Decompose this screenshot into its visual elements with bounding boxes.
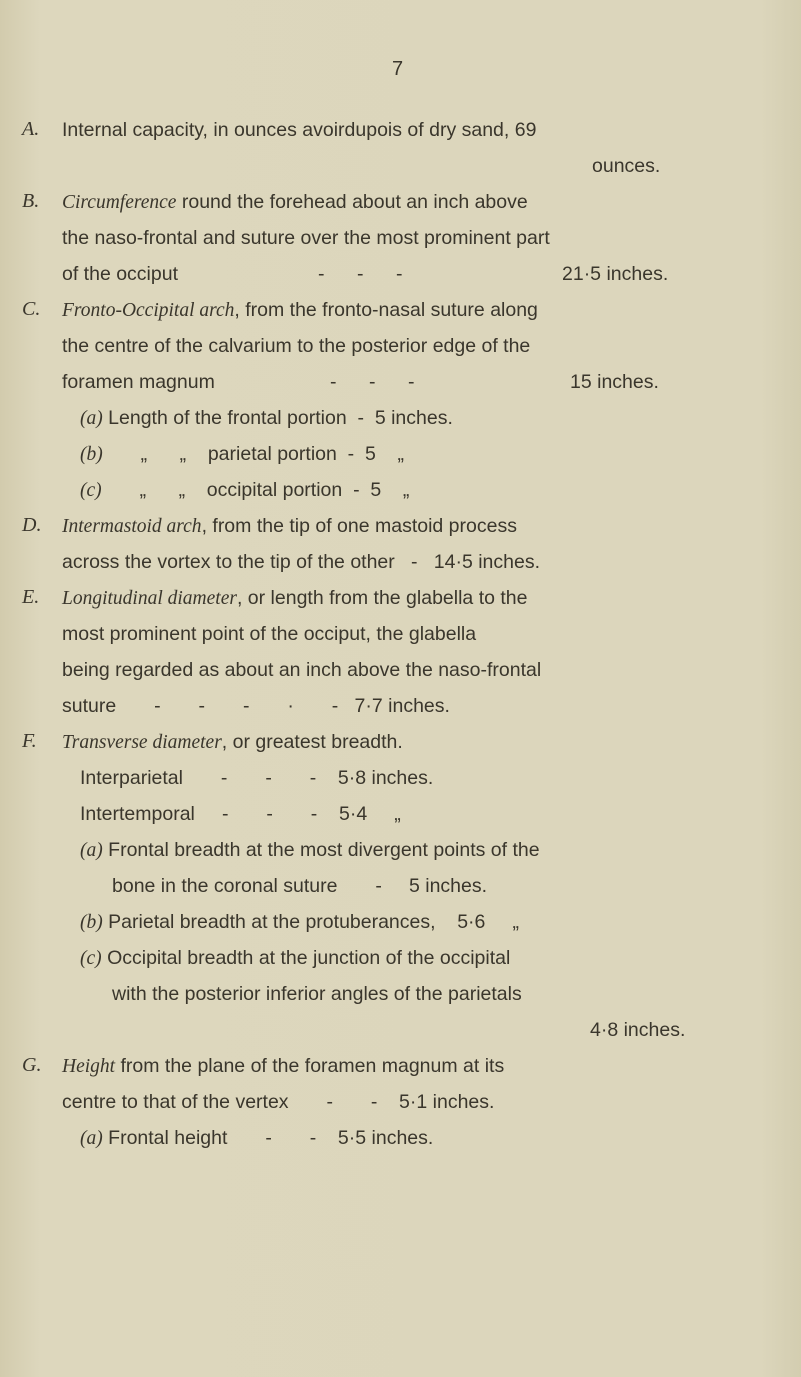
- entry-f-sub-a2: bone in the coronal suture - 5 inches.: [112, 875, 488, 897]
- page-number: 7: [392, 58, 404, 80]
- entry-c-term: Fronto-Occipital arch: [62, 300, 235, 321]
- entry-g-line2: centre to that of the vertex - - 5·1 inches.: [62, 1091, 495, 1113]
- entry-c-sub-a: (a) Length of the frontal portion - 5 inches.: [80, 407, 453, 429]
- entry-b-value: 21·5 inches.: [562, 263, 669, 285]
- entry-e-term: Longitudinal diameter: [62, 588, 237, 609]
- entry-b-line2: the naso-frontal and suture over the most prominent part: [62, 227, 550, 249]
- entry-f-interparietal: Interparietal - - - 5·8 inches.: [80, 767, 434, 789]
- entry-f-sub-c3: 4·8 inches.: [590, 1019, 686, 1041]
- entry-c-line2: the centre of the calvarium to the posterior edge of the: [62, 335, 531, 357]
- entry-letter-f: F.: [22, 730, 37, 752]
- entry-e-line2: most prominent point of the occiput, the glabella: [62, 623, 477, 645]
- entry-a-line2: ounces.: [592, 155, 661, 177]
- entry-b-line3a: of the occiput: [62, 263, 178, 285]
- entry-g-line1: Height from the plane of the foramen magnum at its: [62, 1055, 505, 1077]
- entry-f-term: Transverse diameter: [62, 732, 222, 753]
- entry-f-intertemporal: Intertemporal - - - 5·4 „: [80, 803, 401, 825]
- entry-g-sub-a: (a) Frontal height - - 5·5 inches.: [80, 1127, 434, 1149]
- entry-letter-b: B.: [22, 190, 40, 212]
- entry-b-line1: Circumference round the forehead about an inch above: [62, 191, 528, 213]
- entry-letter-g: G.: [22, 1054, 42, 1076]
- entry-e-line3: being regarded as about an inch above the naso-frontal: [62, 659, 542, 681]
- entry-g-term: Height: [62, 1056, 116, 1077]
- entry-d-term: Intermastoid arch: [62, 516, 202, 537]
- entry-letter-e: E.: [22, 586, 40, 608]
- entry-f-sub-c2: with the posterior inferior angles of the parietals: [112, 983, 522, 1005]
- entry-c-value: 15 inches.: [570, 371, 659, 393]
- entry-c-sub-c: (c) „ „ occipital portion - 5 „: [80, 479, 410, 501]
- entry-e-line1: Longitudinal diameter, or length from the glabella to the: [62, 587, 528, 609]
- entry-f-sub-b: (b) Parietal breadth at the protuberances, 5·6 „: [80, 911, 519, 933]
- entry-c-line3a: foramen magnum: [62, 371, 215, 393]
- entry-d-line2: across the vortex to the tip of the other - 14·5 inches.: [62, 551, 540, 573]
- entry-a-line1: Internal capacity, in ounces avoirdupois of dry sand, 69: [62, 119, 537, 141]
- entry-c-dashes: - - -: [330, 371, 415, 393]
- entry-b-term: Circumference: [62, 192, 177, 213]
- entry-f-sub-c1: (c) Occipital breadth at the junction of the occipital: [80, 947, 511, 969]
- entry-e-line4: suture - - - · - 7·7 inches.: [62, 695, 450, 717]
- entry-c-sub-b: (b) „ „ parietal portion - 5 „: [80, 443, 405, 465]
- entry-f-sub-a1: (a) Frontal breadth at the most divergent points of the: [80, 839, 540, 861]
- entry-letter-d: D.: [22, 514, 42, 536]
- entry-letter-a: A.: [22, 118, 40, 140]
- entry-letter-c: C.: [22, 298, 41, 320]
- entry-f-line1: Transverse diameter, or greatest breadth.: [62, 731, 403, 753]
- entry-b-dashes: - - -: [318, 263, 403, 285]
- entry-d-line1: Intermastoid arch, from the tip of one mastoid process: [62, 515, 517, 537]
- entry-c-line1: Fronto-Occipital arch, from the fronto-nasal suture along: [62, 299, 538, 321]
